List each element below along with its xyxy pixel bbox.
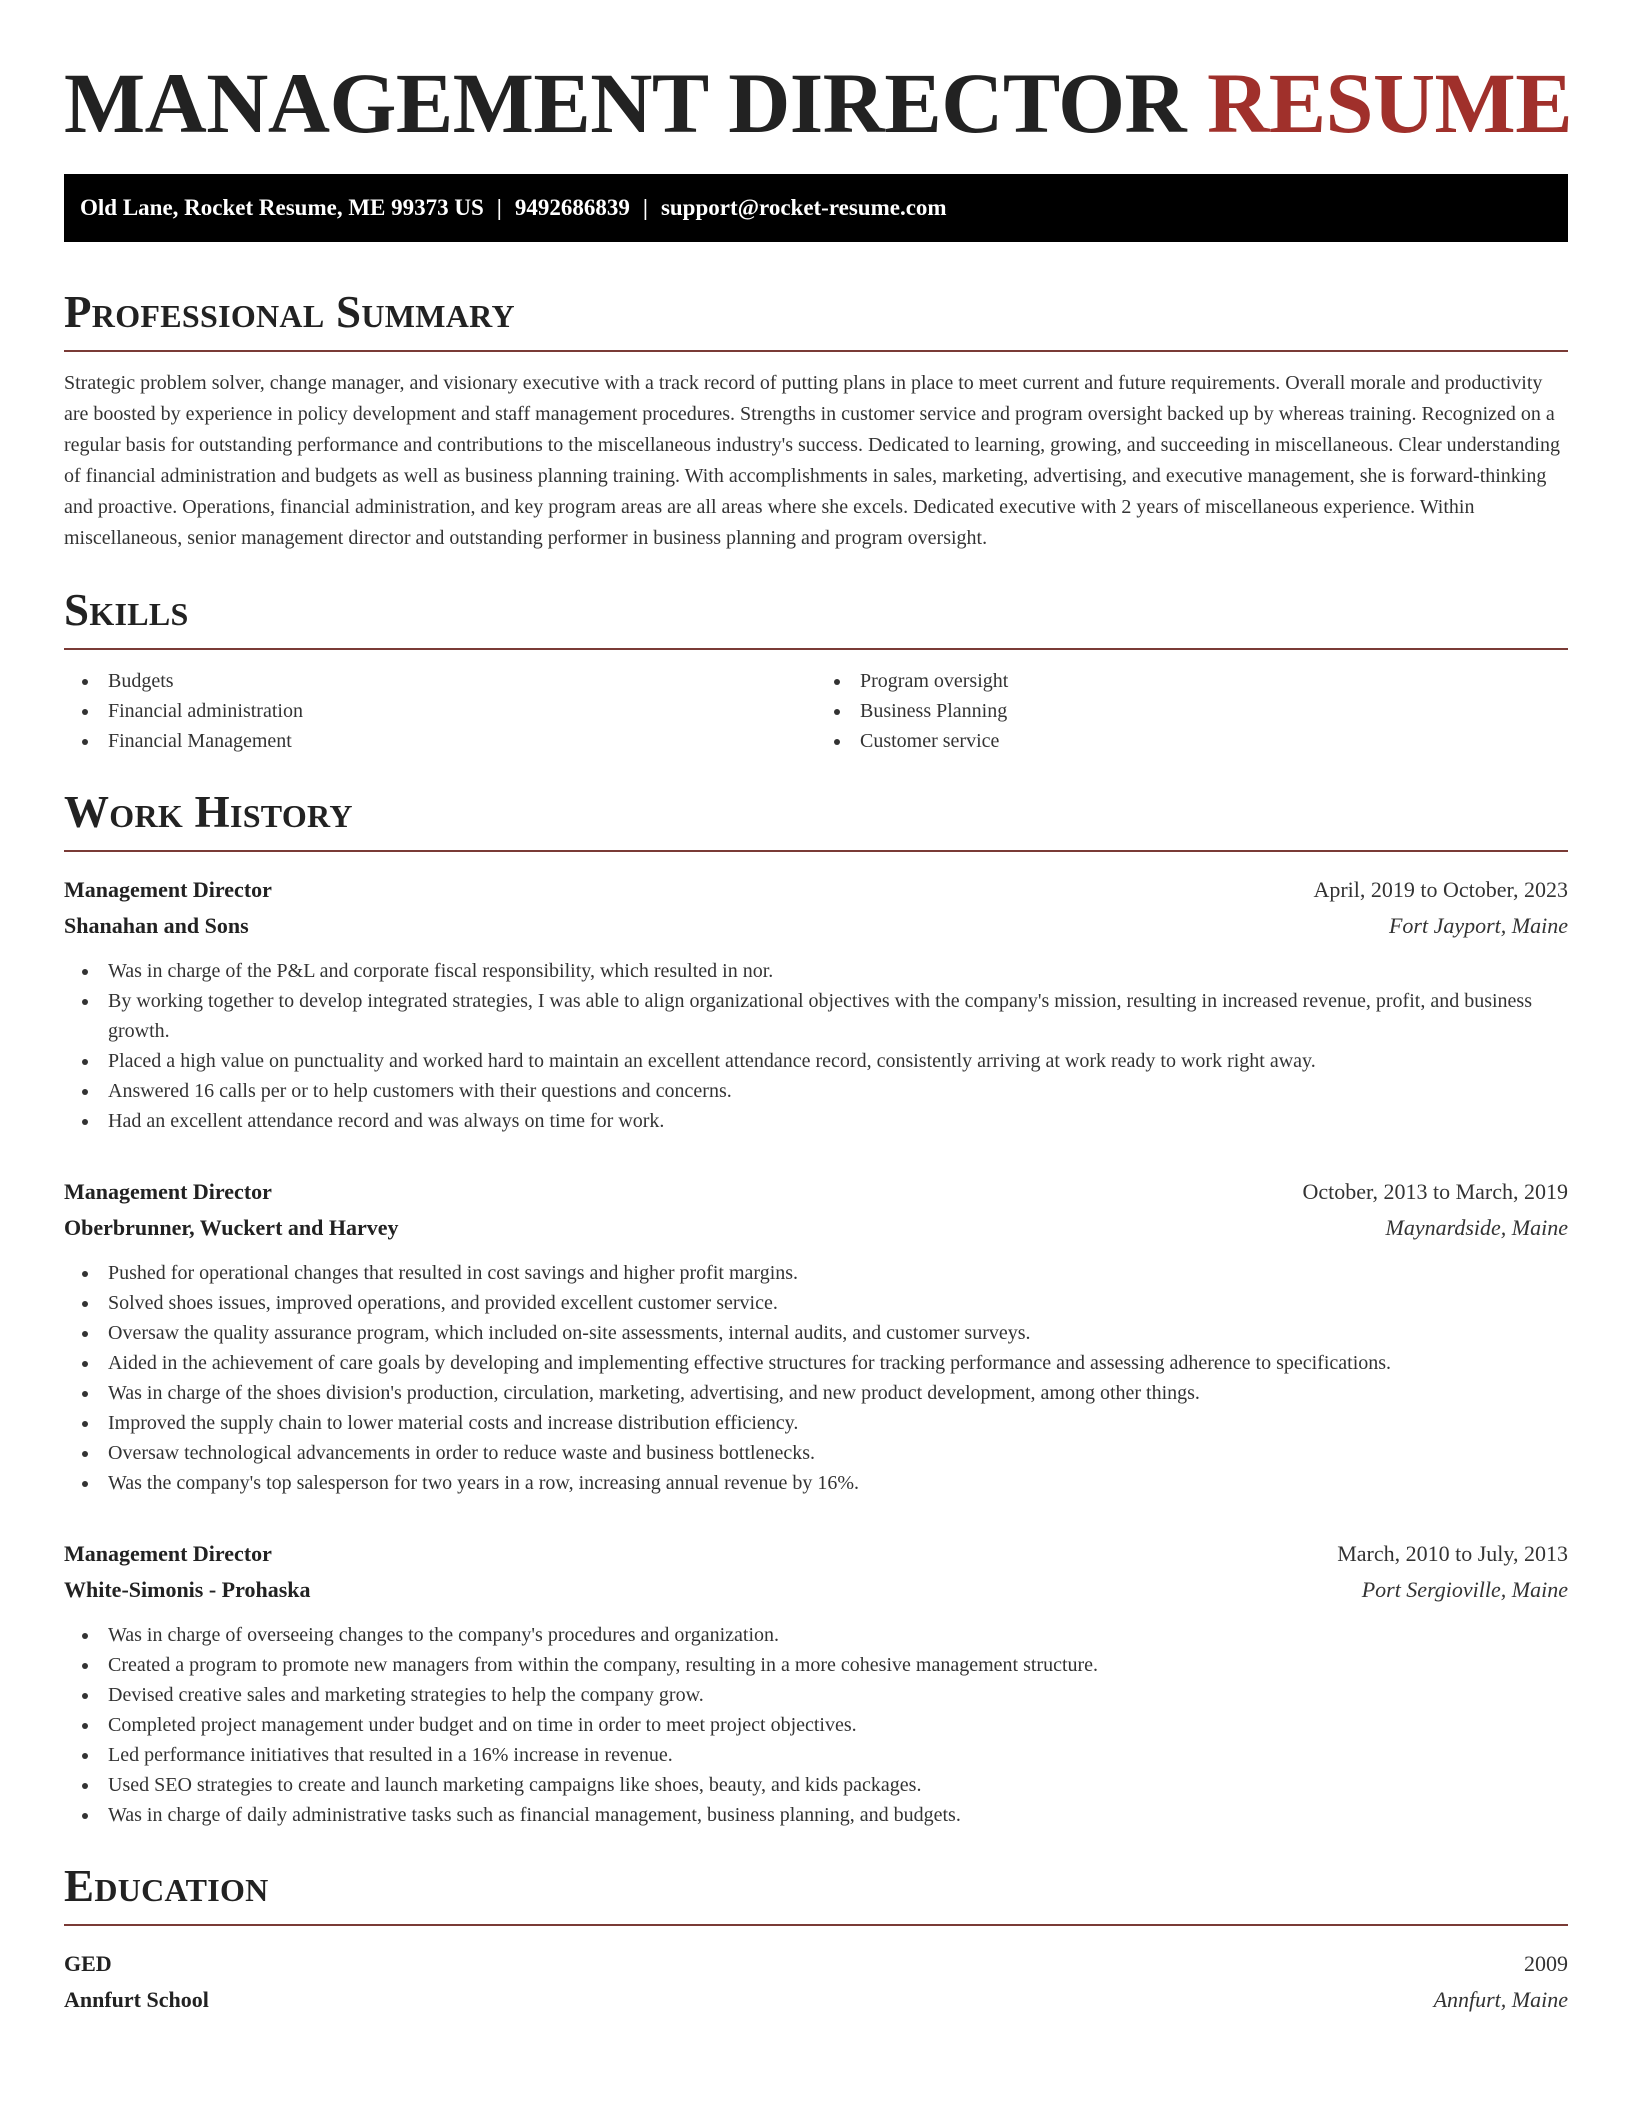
job-bullets bbox=[64, 1620, 1568, 1830]
job-entry bbox=[64, 1536, 1568, 1830]
skills-section bbox=[64, 584, 1568, 756]
job-bullet: Solved shoes issues, improved operations, and provided excellent customer service. bbox=[108, 1288, 1568, 1318]
job-dates: October, 2013 to March, 2019 bbox=[1302, 1179, 1568, 1204]
contact-phone: 9492686839 bbox=[514, 195, 630, 220]
summary-text: Strategic problem solver, change manager, and visionary executive with a track record of putting plans in place to meet current and future requirements. Overall morale and productivity are boosted by experience in policy development and staff management procedures. Strengths in customer service and program oversight backed up by whereas training. Recognized on a regular basis for outstanding performance and contributions to the miscellaneous industry's success. Dedicated to learning, growing, and succeeding in miscellaneous. Clear understanding of financial administration and budgets as well as business planning training. With accomplishments in sales, marketing, advertising, and executive management, she is forward-thinking and proactive. Operations, financial administration, and key program areas are all areas where she excels. Dedicated executive with 2 years of miscellaneous experience. Within miscellaneous, senior management director and outstanding performer in business planning and program oversight. bbox=[64, 372, 1560, 549]
job-bullet: Completed project management under budget and on time in order to meet project objectives. bbox=[108, 1710, 1568, 1740]
skill-item: Financial Management bbox=[108, 726, 816, 756]
job-company-row bbox=[64, 1210, 1568, 1246]
job-dates: April, 2019 to October, 2023 bbox=[1313, 877, 1568, 902]
job-bullet: Placed a high value on punctuality and worked hard to maintain an excellent attendance record, consistently arriving at work ready to work right away. bbox=[108, 1046, 1568, 1076]
section-divider bbox=[64, 648, 1568, 650]
education-school: Annfurt School bbox=[64, 1987, 209, 2012]
skill-item: Budgets bbox=[108, 666, 816, 696]
job-dates: March, 2010 to July, 2013 bbox=[1337, 1541, 1568, 1566]
section-divider bbox=[64, 350, 1568, 352]
job-bullet: Was in charge of daily administrative tasks such as financial management, business planning, and budgets. bbox=[108, 1800, 1568, 1830]
skill-item: Business Planning bbox=[860, 696, 1568, 726]
job-location: Maynardside, Maine bbox=[1385, 1215, 1568, 1240]
skill-item: Financial administration bbox=[108, 696, 816, 726]
job-company: White-Simonis - Prohaska bbox=[64, 1577, 311, 1602]
job-bullets bbox=[64, 956, 1568, 1136]
resume-title bbox=[64, 52, 1573, 154]
contact-email: support@rocket-resume.com bbox=[660, 195, 947, 220]
job-bullet: Was in charge of the P&L and corporate fiscal responsibility, which resulted in nor. bbox=[108, 956, 1568, 986]
job-bullet: By working together to develop integrated strategies, I was able to align organizational objectives with the company's mission, resulting in increased revenue, profit, and business growth. bbox=[108, 986, 1568, 1046]
job-company: Shanahan and Sons bbox=[64, 913, 249, 938]
job-bullet: Was in charge of the shoes division's production, circulation, marketing, advertising, and new product development, among other things. bbox=[108, 1378, 1568, 1408]
skill-item: Customer service bbox=[860, 726, 1568, 756]
job-entry bbox=[64, 872, 1568, 1136]
job-location: Port Sergioville, Maine bbox=[1361, 1577, 1568, 1602]
education-location: Annfurt, Maine bbox=[1433, 1987, 1568, 2012]
job-title: Management Director bbox=[64, 1541, 272, 1566]
education-school-row bbox=[64, 1982, 1568, 2018]
skills-heading: Skills bbox=[64, 585, 189, 635]
job-title: Management Director bbox=[64, 877, 272, 902]
skills-column-right bbox=[816, 666, 1568, 756]
education-degree: GED bbox=[64, 1951, 112, 1976]
job-title-row bbox=[64, 1536, 1568, 1572]
job-bullet: Devised creative sales and marketing strategies to help the company grow. bbox=[108, 1680, 1568, 1710]
job-bullet: Pushed for operational changes that resulted in cost savings and higher profit margins. bbox=[108, 1258, 1568, 1288]
skills-grid bbox=[64, 666, 1568, 756]
summary-heading: Professional Summary bbox=[64, 287, 515, 337]
education-section bbox=[64, 1860, 1568, 2018]
job-bullets bbox=[64, 1258, 1568, 1498]
job-title-row bbox=[64, 872, 1568, 908]
education-heading: Education bbox=[64, 1861, 269, 1911]
section-divider bbox=[64, 1924, 1568, 1926]
job-bullet: Created a program to promote new managers from within the company, resulting in a more cohesive management structure. bbox=[108, 1650, 1568, 1680]
job-location: Fort Jayport, Maine bbox=[1388, 913, 1568, 938]
title-accent: RESUME bbox=[1207, 55, 1573, 151]
job-bullet: Was the company's top salesperson for two years in a row, increasing annual revenue by 16%. bbox=[108, 1468, 1568, 1498]
job-bullet: Aided in the achievement of care goals by developing and implementing effective structures for tracking performance and assessing adherence to specifications. bbox=[108, 1348, 1568, 1378]
skills-column-left bbox=[64, 666, 816, 756]
job-entry bbox=[64, 1174, 1568, 1498]
job-company: Oberbrunner, Wuckert and Harvey bbox=[64, 1215, 399, 1240]
education-degree-row bbox=[64, 1946, 1568, 1982]
job-title-row bbox=[64, 1174, 1568, 1210]
job-bullet: Answered 16 calls per or to help customers with their questions and concerns. bbox=[108, 1076, 1568, 1106]
contact-address: Old Lane, Rocket Resume, ME 99373 US bbox=[80, 195, 484, 220]
job-bullet: Improved the supply chain to lower material costs and increase distribution efficiency. bbox=[108, 1408, 1568, 1438]
skill-item: Program oversight bbox=[860, 666, 1568, 696]
job-bullet: Oversaw technological advancements in order to reduce waste and business bottlenecks. bbox=[108, 1438, 1568, 1468]
job-bullet: Led performance initiatives that resulted in a 16% increase in revenue. bbox=[108, 1740, 1568, 1770]
job-title: Management Director bbox=[64, 1179, 272, 1204]
job-bullet: Used SEO strategies to create and launch marketing campaigns like shoes, beauty, and kids packages. bbox=[108, 1770, 1568, 1800]
contact-bar bbox=[64, 174, 1568, 242]
contact-separator: | bbox=[496, 195, 502, 220]
section-divider bbox=[64, 850, 1568, 852]
job-bullet: Was in charge of overseeing changes to the company's procedures and organization. bbox=[108, 1620, 1568, 1650]
job-bullet: Oversaw the quality assurance program, which included on-site assessments, internal audits, and customer surveys. bbox=[108, 1318, 1568, 1348]
job-bullet: Had an excellent attendance record and was always on time for work. bbox=[108, 1106, 1568, 1136]
education-year: 2009 bbox=[1524, 1951, 1568, 1976]
job-company-row bbox=[64, 1572, 1568, 1608]
education-entry bbox=[64, 1946, 1568, 2018]
title-main: MANAGEMENT DIRECTOR bbox=[64, 55, 1187, 151]
work-history-section bbox=[64, 786, 1568, 1830]
job-company-row bbox=[64, 908, 1568, 944]
summary-section bbox=[64, 286, 1568, 554]
work-history-heading: Work History bbox=[64, 787, 353, 837]
contact-separator: | bbox=[642, 195, 648, 220]
